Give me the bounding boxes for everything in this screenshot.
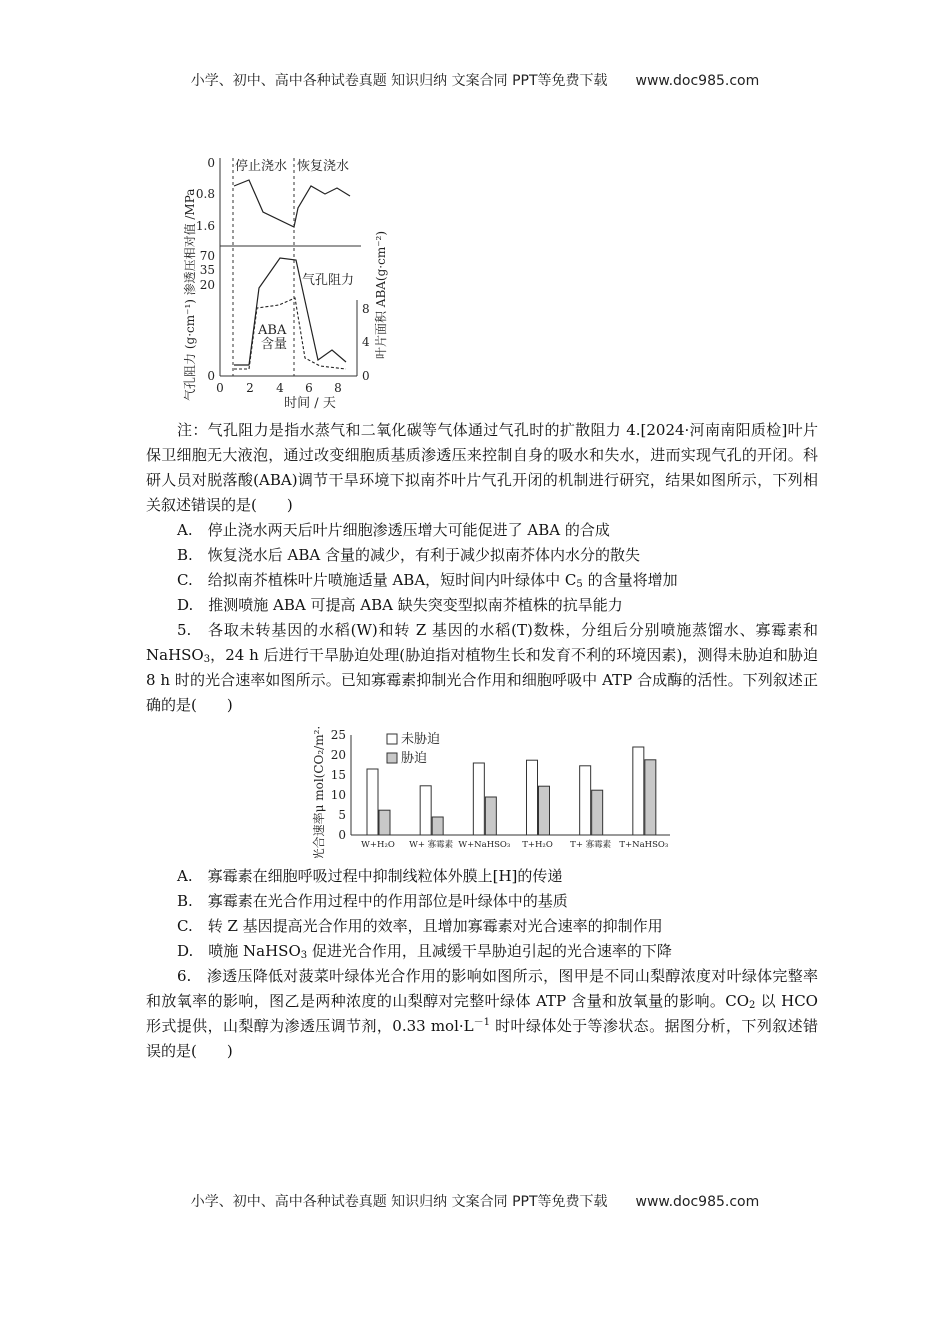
legend-unstressed: 未胁迫 xyxy=(401,732,441,747)
bar-category-label-5: T+NaHSO₃ xyxy=(619,840,669,850)
bar-stressed-2 xyxy=(485,797,496,835)
aba-label-1: ABA xyxy=(258,323,287,338)
bar-unstressed-1 xyxy=(420,786,431,835)
bar-y-tick-20: 20 xyxy=(330,748,346,762)
right-tick-4: 4 xyxy=(362,335,370,349)
question-5-option-b[interactable]: B. 寡霉素在光合作用过程中的作用部位是叶绿体中的基质 xyxy=(177,892,568,910)
question-5-sub: 3 xyxy=(203,654,211,665)
bar-y-ticks xyxy=(331,728,346,842)
note-prefix: 注： xyxy=(177,421,208,439)
legend-swatch-stressed xyxy=(387,753,397,763)
bottom-right-y-label: 叶片面积 ABA(g·cm⁻²) xyxy=(374,230,388,360)
bar-category-label-0: W+H₂O xyxy=(361,840,395,850)
page-header xyxy=(0,70,950,90)
question-5-stem xyxy=(146,618,818,718)
bar-unstressed-2 xyxy=(473,763,484,835)
question-6-stem xyxy=(146,964,818,1064)
question-6-sub: 2 xyxy=(749,1000,756,1011)
x-axis-label: 时间 / 天 xyxy=(284,396,336,411)
question-6-text-1: 6. 渗透压降低对菠菜叶绿体光合作用的影响如图所示，图甲是不同山梨醇浓度对叶绿体完整率和放氧率的影响，图乙是两种浓度的山梨醇对完整叶绿体 ATP 含量和放氧量的影响。CO xyxy=(146,967,818,1010)
top-tick-0.8: 0.8 xyxy=(195,187,215,201)
bar-category-label-2: W+NaHSO₃ xyxy=(458,840,511,850)
question-6-sup: －1 xyxy=(473,1017,490,1028)
header-site: www.doc985.com xyxy=(635,73,760,89)
stop-water-label: 停止浇水 xyxy=(235,159,288,174)
question-6-text-3: 时叶绿体处于等渗状态。据图分析，下列叙述错误的是( ) xyxy=(146,1017,818,1060)
stomatal-resistance-label: 气孔阻力 xyxy=(302,273,355,288)
option-c-text-end: 的含量将增加 xyxy=(582,571,678,589)
bar-unstressed-0 xyxy=(367,769,378,835)
bar-y-tick-0: 0 xyxy=(338,828,346,842)
right-tick-8: 8 xyxy=(362,302,370,316)
bottom-left-y-label: 气孔阻力 (g·cm⁻¹) xyxy=(183,299,197,401)
question-4-option-a[interactable]: A. 停止浇水两天后叶片细胞渗透压增大可能促进了 ABA 的合成 xyxy=(177,521,610,539)
option-c-text: C. 给拟南芥植株叶片喷施适量 ABA，短时间内叶绿体中 C xyxy=(177,571,577,589)
x-tick-8: 8 xyxy=(334,381,342,395)
question-5-text-1: 5. 各取未转基因的水稻(W)和转 Z 基因的水稻(T)数株，分组后分别喷施蒸馏水、寡霉素和 NaHSO xyxy=(146,621,818,664)
x-tick-4: 4 xyxy=(276,381,284,395)
photosynthesis-chart xyxy=(312,726,677,858)
bar-x-labels xyxy=(361,839,668,850)
bar-y-label: 光合速率μ mol(CO₂/m²·s xyxy=(312,726,326,858)
bar-unstressed-3 xyxy=(527,760,538,835)
bar-y-tick-15: 15 xyxy=(330,768,346,782)
question-5-option-c[interactable]: C. 转 Z 基因提高光合作用的效率，且增加寡霉素对光合速率的抑制作用 xyxy=(177,917,663,935)
question-6-text-2: 以 HCO 形式提供，山梨醇为渗透压调节剂，0.33 mol·L xyxy=(146,992,818,1035)
figure-stomata-svg xyxy=(175,150,415,412)
figure-stomata xyxy=(175,150,415,416)
question-4-option-d[interactable]: D. 推测喷施 ABA 可提高 ABA 缺失突变型拟南芥植株的抗旱能力 xyxy=(177,596,623,614)
bar-y-tick-5: 5 xyxy=(338,808,346,822)
left-tick-35: 35 xyxy=(199,263,215,277)
figure-photosynthesis xyxy=(312,726,677,862)
bar-y-tick-25: 25 xyxy=(330,728,346,742)
header-text: 小学、初中、高中各种试卷真题 知识归纳 文案合同 PPT等免费下载 xyxy=(190,73,608,89)
bar-category-label-1: W+ 寡霉素 xyxy=(409,840,454,850)
bar-stressed-0 xyxy=(379,810,390,835)
x-tick-2: 2 xyxy=(246,381,254,395)
question-5-option-d[interactable] xyxy=(146,939,818,964)
bar-stressed-3 xyxy=(539,786,550,835)
left-tick-70: 70 xyxy=(199,249,215,263)
right-tick-0: 0 xyxy=(362,369,370,383)
question-4-option-c[interactable] xyxy=(146,568,818,593)
bar-y-tick-10: 10 xyxy=(330,788,346,802)
question-4 xyxy=(146,418,818,718)
questions-5-6 xyxy=(146,864,818,1064)
x-tick-6: 6 xyxy=(305,381,313,395)
bar-stressed-1 xyxy=(432,817,443,835)
option-d-text-end: 促进光合作用，且减缓干旱胁迫引起的光合速率的下降 xyxy=(307,942,672,960)
option-d-sub: 3 xyxy=(300,950,308,961)
question-4-stem xyxy=(146,418,818,518)
aba-content-curve xyxy=(234,298,346,369)
bar-unstressed-5 xyxy=(633,747,644,835)
footer-site: www.doc985.com xyxy=(635,1194,760,1210)
page-footer xyxy=(0,1191,950,1211)
bar-unstressed-4 xyxy=(580,766,591,835)
question-4-option-b[interactable]: B. 恢复浇水后 ABA 含量的减少，有利于减少拟南芥体内水分的散失 xyxy=(177,546,641,564)
bar-stressed-5 xyxy=(645,760,656,835)
resume-water-label: 恢复浇水 xyxy=(297,159,350,174)
legend-stressed: 胁迫 xyxy=(401,751,428,766)
top-tick-0: 0 xyxy=(207,156,215,170)
question-4-text: 气孔阻力是指水蒸气和二氧化碳等气体通过气孔时的扩散阻力 4.[2024·河南南阳质检]叶片保卫细胞无大液泡，通过改变细胞质基质渗透压来控制自身的吸水和失水，进而实现气孔的开闭。科研人员对脱落酸(ABA)调节干旱环境下拟南芥叶片气孔开闭的机制进行研究，结果如图所示，下列相关叙述错误的是( ) xyxy=(146,421,818,514)
legend-swatch-unstressed xyxy=(387,734,397,744)
footer-text: 小学、初中、高中各种试卷真题 知识归纳 文案合同 PPT等免费下载 xyxy=(190,1194,608,1210)
top-tick-1.6: 1.6 xyxy=(195,219,215,233)
bar-category-label-3: T+H₂O xyxy=(522,840,553,850)
osmotic-pressure-curve xyxy=(234,180,350,227)
bar-stressed-4 xyxy=(592,790,603,835)
top-y-label: 渗透压相对值 /MPa xyxy=(183,188,197,296)
option-c-sub: 5 xyxy=(576,579,583,590)
left-tick-20: 20 xyxy=(199,278,215,292)
x-tick-0: 0 xyxy=(216,381,224,395)
aba-label-2: 含量 xyxy=(261,337,288,352)
left-tick-0: 0 xyxy=(207,369,215,383)
option-d-text: D. 喷施 NaHSO xyxy=(177,942,301,960)
question-5-option-a[interactable]: A. 寡霉素在细胞呼吸过程中抑制线粒体外膜上[H]的传递 xyxy=(177,867,563,885)
bar-category-label-4: T+ 寡霉素 xyxy=(570,840,612,850)
question-5-text-2: ，24 h 后进行干旱胁迫处理(胁迫指对植物生长和发育不利的环境因素)，测得未胁迫和胁迫 8 h 时的光合速率如图所示。已知寡霉素抑制光合作用和细胞呼吸中 ATP 合成酶的活性。下列叙述正确的是( ) xyxy=(146,646,818,714)
